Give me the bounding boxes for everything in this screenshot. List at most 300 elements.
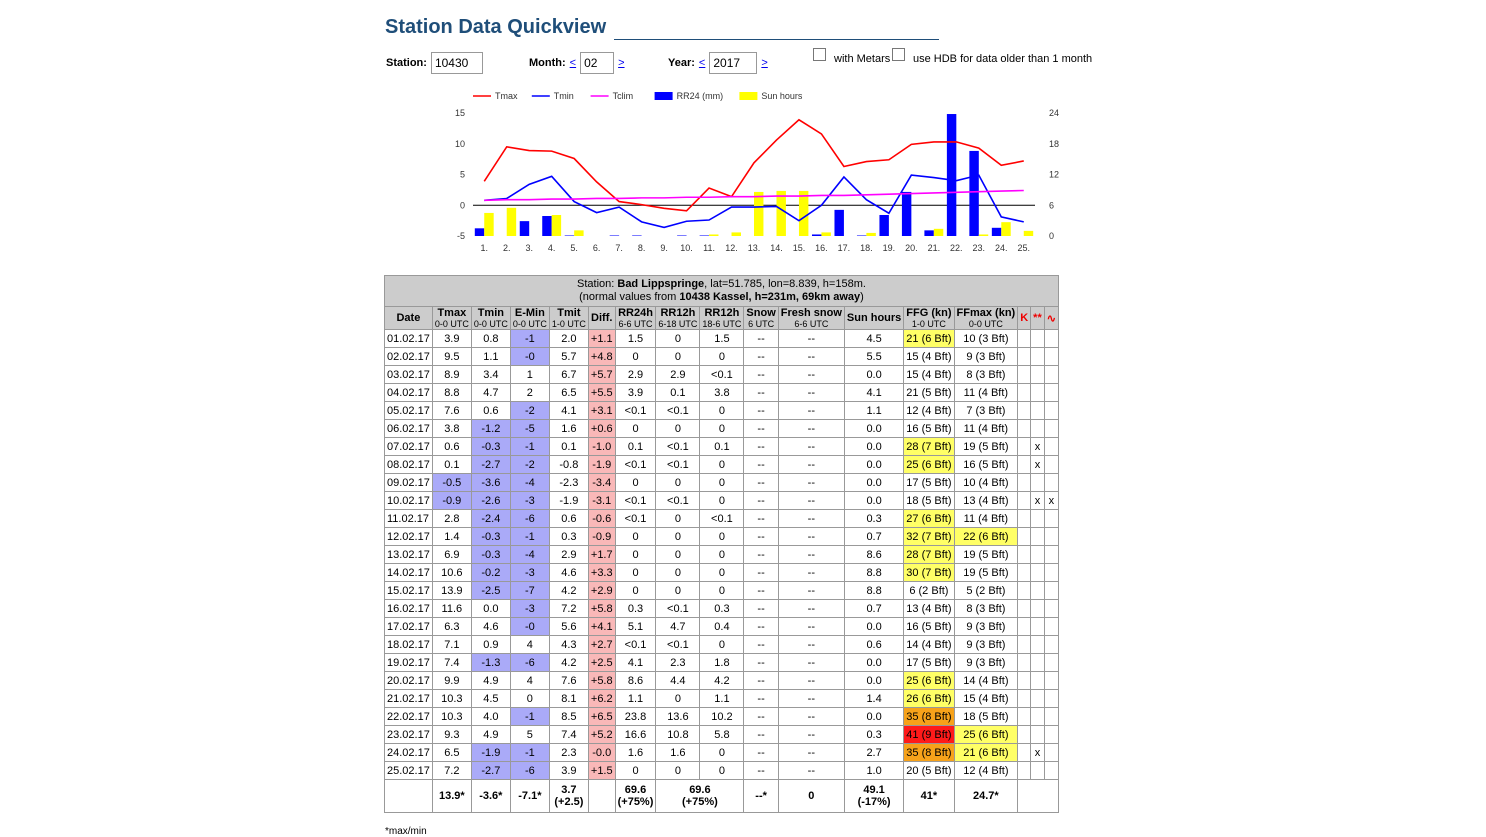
cell-fog xyxy=(1044,762,1058,780)
cell-ffg: 35 (8 Bft) xyxy=(904,744,954,762)
cell-ffg: 21 (5 Bft) xyxy=(904,384,954,402)
total-emin: -7.1* xyxy=(518,790,542,802)
cell-emin: -2 xyxy=(510,402,549,420)
cell-diff: +1.1 xyxy=(588,330,615,348)
header-fog xyxy=(1044,307,1058,330)
rain-bar xyxy=(520,221,529,236)
cell-sun-hours: 0.6 xyxy=(844,636,903,654)
cell-fog xyxy=(1044,708,1058,726)
cell-thunder xyxy=(1018,330,1031,348)
cell-thunder xyxy=(1018,564,1031,582)
cell-date: 25.02.17 xyxy=(385,762,433,780)
cell-tmax: 6.5 xyxy=(432,744,471,762)
cell-thunder xyxy=(1018,582,1031,600)
cell-sun-hours: 8.8 xyxy=(844,582,903,600)
cell-tmit: 7.2 xyxy=(549,600,588,618)
total-sun-pct: (-17%) xyxy=(857,796,891,808)
cell-ffg: 21 (6 Bft) xyxy=(904,330,954,348)
cell-fog xyxy=(1044,456,1058,474)
cell-ffmax: 11 (4 Bft) xyxy=(954,510,1018,528)
cell-emin: 5 xyxy=(510,726,549,744)
metars-option xyxy=(813,52,890,65)
cell-sun-hours: 0.0 xyxy=(844,708,903,726)
header-tmin: Tmin 0-0 UTC xyxy=(471,307,510,330)
cell-thunder xyxy=(1018,438,1031,456)
cell-snow: -- xyxy=(744,384,778,402)
cell-tmin: 0.0 xyxy=(471,600,510,618)
cell-ffmax: 14 (4 Bft) xyxy=(954,672,1018,690)
table-row xyxy=(385,330,1059,348)
cell-tmin: -1.2 xyxy=(471,420,510,438)
hdb-option xyxy=(892,52,1092,65)
cell-tmax: 9.5 xyxy=(432,348,471,366)
cell-diff: -0.9 xyxy=(588,528,615,546)
table-row xyxy=(385,546,1059,564)
cell-rr24: <0.1 xyxy=(615,636,656,654)
total-fresh-snow: 0 xyxy=(808,790,815,802)
cell-rr24: 1.1 xyxy=(615,690,656,708)
cell-emin: -0 xyxy=(510,618,549,636)
year-next-link[interactable]: > xyxy=(761,57,768,69)
cell-diff: +5.8 xyxy=(588,672,615,690)
page-title: Station Data Quickview xyxy=(385,16,607,38)
cell-rr24: 1.6 xyxy=(615,744,656,762)
sun-bar xyxy=(866,233,875,236)
cell-tmin: -2.7 xyxy=(471,762,510,780)
cell-rr12-day: 13.6 xyxy=(656,708,700,726)
month-label: Month: xyxy=(529,57,566,69)
cell-rr12-day: 2.9 xyxy=(656,366,700,384)
cell-fog xyxy=(1044,348,1058,366)
cell-diff: -0.0 xyxy=(588,744,615,762)
sun-bar xyxy=(934,229,943,236)
cell-rr12-night: 1.8 xyxy=(700,654,744,672)
cell-ffmax: 9 (3 Bft) xyxy=(954,348,1018,366)
cell-fog xyxy=(1044,330,1058,348)
month-next-link[interactable]: > xyxy=(618,57,625,69)
table-row xyxy=(385,492,1059,510)
total-tmit-diff: (+2.5) xyxy=(554,796,584,808)
cell-tmit: 4.2 xyxy=(549,654,588,672)
cell-fog xyxy=(1044,420,1058,438)
header-tmit: Tmit 1-0 UTC xyxy=(549,307,588,330)
cell-snow: -- xyxy=(744,438,778,456)
cell-fresh-snow: -- xyxy=(778,600,844,618)
cell-rr12-day: 0 xyxy=(656,420,700,438)
cell-tmit: 7.4 xyxy=(549,726,588,744)
table-row xyxy=(385,600,1059,618)
cell-fog xyxy=(1044,474,1058,492)
rain-bar xyxy=(857,235,866,236)
cell-snowfall xyxy=(1031,348,1045,366)
cell-rr24: 0 xyxy=(615,582,656,600)
cell-tmit: 8.5 xyxy=(549,708,588,726)
weather-chart xyxy=(440,86,1080,258)
cell-fresh-snow: -- xyxy=(778,708,844,726)
cell-ffmax: 10 (3 Bft) xyxy=(954,330,1018,348)
table-row xyxy=(385,402,1059,420)
x-tick-label: 24. xyxy=(995,243,1008,253)
header-date: Date xyxy=(385,307,433,330)
cell-rr24: 0 xyxy=(615,546,656,564)
table-row xyxy=(385,672,1059,690)
cell-fresh-snow: -- xyxy=(778,528,844,546)
sun-bar xyxy=(821,232,830,236)
cell-date: 04.02.17 xyxy=(385,384,433,402)
cell-rr12-day: 0 xyxy=(656,330,700,348)
cell-fresh-snow: -- xyxy=(778,690,844,708)
cell-ffg: 28 (7 Bft) xyxy=(904,546,954,564)
cell-emin: -3 xyxy=(510,492,549,510)
cell-emin: -6 xyxy=(510,654,549,672)
table-row xyxy=(385,636,1059,654)
cell-tmax: 0.6 xyxy=(432,438,471,456)
x-tick-label: 22. xyxy=(950,243,963,253)
table-row xyxy=(385,528,1059,546)
cell-diff: +6.2 xyxy=(588,690,615,708)
cell-fresh-snow: -- xyxy=(778,726,844,744)
cell-rr24: 0 xyxy=(615,348,656,366)
x-tick-label: 13. xyxy=(747,243,761,253)
cell-emin: -1 xyxy=(510,708,549,726)
cell-tmin: 4.0 xyxy=(471,708,510,726)
cell-rr24: 8.6 xyxy=(615,672,656,690)
month-prev-link[interactable]: < xyxy=(569,57,577,69)
legend-label: Tmin xyxy=(553,91,574,101)
cell-snow: -- xyxy=(744,636,778,654)
total-rr24-pct: (+75%) xyxy=(617,796,654,808)
cell-diff: +5.7 xyxy=(588,366,615,384)
cell-fresh-snow: -- xyxy=(778,510,844,528)
cell-emin: 2 xyxy=(510,384,549,402)
cell-fog xyxy=(1044,618,1058,636)
total-ffg: 41* xyxy=(920,790,938,802)
x-tick-label: 1. xyxy=(480,243,488,253)
cell-tmit: 8.1 xyxy=(549,690,588,708)
cell-ffmax: 19 (5 Bft) xyxy=(954,546,1018,564)
cell-tmit: 4.3 xyxy=(549,636,588,654)
cell-sun-hours: 0.0 xyxy=(844,618,903,636)
cell-emin: -1 xyxy=(510,438,549,456)
rain-bar xyxy=(969,151,978,236)
cell-rr12-night: 0 xyxy=(700,456,744,474)
cell-rr12-day: 0 xyxy=(656,474,700,492)
cell-tmit: 6.5 xyxy=(549,384,588,402)
cell-snowfall xyxy=(1031,762,1045,780)
cell-tmin: -0.3 xyxy=(471,438,510,456)
cell-thunder xyxy=(1018,708,1031,726)
cell-diff: +2.5 xyxy=(588,654,615,672)
cell-fresh-snow: -- xyxy=(778,636,844,654)
x-tick-label: 10. xyxy=(680,243,693,253)
cell-snow: -- xyxy=(744,528,778,546)
cell-thunder xyxy=(1018,618,1031,636)
cell-tmax: 10.3 xyxy=(432,708,471,726)
y2-tick-label: 18 xyxy=(1049,138,1060,149)
cell-tmin: -2.7 xyxy=(471,456,510,474)
x-tick-label: 9. xyxy=(660,243,668,253)
cell-rr12-day: 0 xyxy=(656,564,700,582)
header-snow: Snow 6 UTC xyxy=(744,307,778,330)
cell-diff: -3.4 xyxy=(588,474,615,492)
cell-date: 23.02.17 xyxy=(385,726,433,744)
cell-tmin: -0.3 xyxy=(471,528,510,546)
x-tick-label: 23. xyxy=(972,243,986,253)
cell-fresh-snow: -- xyxy=(778,402,844,420)
cell-rr24: 23.8 xyxy=(615,708,656,726)
cell-ffg: 30 (7 Bft) xyxy=(904,564,954,582)
cell-ffmax: 18 (5 Bft) xyxy=(954,708,1018,726)
cell-tmax: 8.9 xyxy=(432,366,471,384)
total-tmin: -3.6* xyxy=(479,790,503,802)
sun-bar xyxy=(799,191,808,236)
cell-rr12-night: 0.3 xyxy=(700,600,744,618)
cell-date: 21.02.17 xyxy=(385,690,433,708)
cell-fresh-snow: -- xyxy=(778,330,844,348)
cell-tmin: -1.3 xyxy=(471,654,510,672)
cell-snowfall xyxy=(1031,726,1045,744)
table-row xyxy=(385,456,1059,474)
cell-rr24: <0.1 xyxy=(615,402,656,420)
cell-fresh-snow: -- xyxy=(778,672,844,690)
cell-snowfall xyxy=(1031,582,1045,600)
cell-tmax: 8.8 xyxy=(432,384,471,402)
cell-emin: -7 xyxy=(510,582,549,600)
rain-bar xyxy=(947,114,956,236)
cell-tmax: 1.4 xyxy=(432,528,471,546)
cell-tmax: 7.4 xyxy=(432,654,471,672)
cell-ffmax: 19 (5 Bft) xyxy=(954,564,1018,582)
metars-checkbox[interactable] xyxy=(813,48,826,61)
rain-bar xyxy=(924,230,933,236)
cell-diff: +2.7 xyxy=(588,636,615,654)
header-diff: Diff. xyxy=(588,307,615,330)
y-tick-label: -5 xyxy=(456,231,465,241)
cell-tmit: 5.6 xyxy=(549,618,588,636)
cell-tmax: 3.9 xyxy=(432,330,471,348)
cell-fresh-snow: -- xyxy=(778,420,844,438)
cell-sun-hours: 0.0 xyxy=(844,366,903,384)
x-tick-label: 4. xyxy=(547,243,556,253)
cell-fresh-snow: -- xyxy=(778,348,844,366)
cell-tmin: 4.9 xyxy=(471,726,510,744)
cell-date: 22.02.17 xyxy=(385,708,433,726)
cell-tmax: 3.8 xyxy=(432,420,471,438)
cell-rr24: 0 xyxy=(615,474,656,492)
cell-emin: 0 xyxy=(510,690,549,708)
cell-ffg: 25 (6 Bft) xyxy=(904,456,954,474)
legend-swatch xyxy=(655,92,673,100)
cell-emin: -3 xyxy=(510,564,549,582)
cell-tmax: 6.9 xyxy=(432,546,471,564)
normal-station: 10438 Kassel, h=231m, 69km away xyxy=(679,291,861,303)
cell-date: 14.02.17 xyxy=(385,564,433,582)
legend-label: Tclim xyxy=(612,91,634,101)
cell-rr12-day: 0 xyxy=(656,348,700,366)
sun-bar xyxy=(484,213,493,236)
x-tick-label: 15. xyxy=(792,243,806,253)
cell-date: 24.02.17 xyxy=(385,744,433,762)
cell-thunder xyxy=(1018,600,1031,618)
cell-tmit: -2.3 xyxy=(549,474,588,492)
cell-ffmax: 9 (3 Bft) xyxy=(954,618,1018,636)
cell-ffmax: 22 (6 Bft) xyxy=(954,528,1018,546)
thunder-icon: K xyxy=(1020,312,1029,324)
year-input[interactable] xyxy=(709,52,757,74)
cell-rr24: 5.1 xyxy=(615,618,656,636)
cell-date: 03.02.17 xyxy=(385,366,433,384)
cell-rr12-night: 0 xyxy=(700,348,744,366)
cell-tmin: -0.3 xyxy=(471,546,510,564)
cell-diff: +3.3 xyxy=(588,564,615,582)
cell-fresh-snow: -- xyxy=(778,366,844,384)
cell-snow: -- xyxy=(744,708,778,726)
cell-snow: -- xyxy=(744,726,778,744)
cell-fresh-snow: -- xyxy=(778,456,844,474)
cell-rr12-day: 0 xyxy=(656,510,700,528)
cell-rr24: 0 xyxy=(615,762,656,780)
rain-bar xyxy=(475,228,484,236)
cell-rr12-day: <0.1 xyxy=(656,600,700,618)
cell-tmit: 0.3 xyxy=(549,528,588,546)
month-input[interactable] xyxy=(580,52,614,74)
fog-icon: ∿ xyxy=(1046,312,1056,325)
cell-thunder xyxy=(1018,366,1031,384)
cell-snowfall: x xyxy=(1031,456,1045,474)
cell-rr24: 0 xyxy=(615,528,656,546)
cell-tmax: -0.5 xyxy=(432,474,471,492)
cell-date: 18.02.17 xyxy=(385,636,433,654)
cell-snowfall xyxy=(1031,636,1045,654)
total-tmit: 3.7 xyxy=(561,784,577,796)
cell-snow: -- xyxy=(744,582,778,600)
cell-rr12-night: <0.1 xyxy=(700,510,744,528)
cell-rr12-night: 0 xyxy=(700,546,744,564)
cell-ffmax: 25 (6 Bft) xyxy=(954,726,1018,744)
cell-fresh-snow: -- xyxy=(778,474,844,492)
total-ffmax: 24.7* xyxy=(973,790,999,802)
cell-sun-hours: 0.0 xyxy=(844,492,903,510)
cell-thunder xyxy=(1018,726,1031,744)
y-tick-label: 0 xyxy=(459,200,465,211)
legend-label: RR24 (mm) xyxy=(676,91,724,101)
cell-date: 09.02.17 xyxy=(385,474,433,492)
cell-snow: -- xyxy=(744,654,778,672)
cell-thunder xyxy=(1018,420,1031,438)
hdb-checkbox[interactable] xyxy=(892,48,905,61)
table-row xyxy=(385,618,1059,636)
cell-ffmax: 11 (4 Bft) xyxy=(954,384,1018,402)
cell-tmit: 4.6 xyxy=(549,564,588,582)
cell-rr12-night: 0 xyxy=(700,492,744,510)
cell-tmit: 3.9 xyxy=(549,762,588,780)
cell-fresh-snow: -- xyxy=(778,438,844,456)
cell-emin: -1 xyxy=(510,744,549,762)
cell-ffg: 26 (6 Bft) xyxy=(904,690,954,708)
x-tick-label: 5. xyxy=(570,243,578,253)
cell-rr12-day: <0.1 xyxy=(656,636,700,654)
cell-date: 20.02.17 xyxy=(385,672,433,690)
station-input[interactable] xyxy=(431,52,483,74)
cell-snow: -- xyxy=(744,402,778,420)
cell-rr12-night: 0 xyxy=(700,564,744,582)
cell-rr24: <0.1 xyxy=(615,510,656,528)
x-tick-label: 25. xyxy=(1017,243,1031,253)
cell-emin: -0 xyxy=(510,348,549,366)
table-row xyxy=(385,420,1059,438)
cell-rr24: 0.3 xyxy=(615,600,656,618)
table-row xyxy=(385,654,1059,672)
cell-fog xyxy=(1044,564,1058,582)
cell-sun-hours: 2.7 xyxy=(844,744,903,762)
cell-snowfall xyxy=(1031,420,1045,438)
cell-rr24: 4.1 xyxy=(615,654,656,672)
cell-fog xyxy=(1044,600,1058,618)
total-snow: --* xyxy=(755,790,767,802)
table-row xyxy=(385,690,1059,708)
cell-rr12-day: 0 xyxy=(656,528,700,546)
cell-snowfall xyxy=(1031,384,1045,402)
legend-label: Sun hours xyxy=(761,91,803,101)
cell-tmit: 2.9 xyxy=(549,546,588,564)
cell-tmin: 4.7 xyxy=(471,384,510,402)
x-tick-label: 3. xyxy=(525,243,533,253)
cell-snowfall xyxy=(1031,474,1045,492)
table-row xyxy=(385,384,1059,402)
cell-snow: -- xyxy=(744,564,778,582)
cell-rr12-night: 4.2 xyxy=(700,672,744,690)
cell-tmit: 6.7 xyxy=(549,366,588,384)
cell-thunder xyxy=(1018,474,1031,492)
cell-ffg: 25 (6 Bft) xyxy=(904,672,954,690)
cell-fog xyxy=(1044,402,1058,420)
cell-tmit: 4.2 xyxy=(549,582,588,600)
cell-tmax: 6.3 xyxy=(432,618,471,636)
cell-sun-hours: 8.8 xyxy=(844,564,903,582)
header-sun-hours: Sun hours xyxy=(844,307,903,330)
cell-emin: 1 xyxy=(510,366,549,384)
cell-sun-hours: 0.0 xyxy=(844,672,903,690)
cell-rr12-day: <0.1 xyxy=(656,438,700,456)
cell-snowfall xyxy=(1031,654,1045,672)
cell-rr12-day: 4.4 xyxy=(656,672,700,690)
cell-fog xyxy=(1044,744,1058,762)
cell-tmit: 2.3 xyxy=(549,744,588,762)
cell-thunder xyxy=(1018,402,1031,420)
cell-snow: -- xyxy=(744,618,778,636)
cell-tmit: 7.6 xyxy=(549,672,588,690)
cell-rr12-day: 2.3 xyxy=(656,654,700,672)
cell-snowfall xyxy=(1031,708,1045,726)
rain-bar xyxy=(700,235,709,236)
cell-rr12-night: 10.2 xyxy=(700,708,744,726)
cell-rr12-night: 0 xyxy=(700,744,744,762)
cell-tmax: 2.8 xyxy=(432,510,471,528)
cell-ffmax: 8 (3 Bft) xyxy=(954,600,1018,618)
x-tick-label: 12. xyxy=(725,243,738,253)
table-row xyxy=(385,564,1059,582)
cell-thunder xyxy=(1018,348,1031,366)
rain-bar xyxy=(565,235,574,236)
cell-emin: -4 xyxy=(510,474,549,492)
cell-snowfall xyxy=(1031,510,1045,528)
rain-bar xyxy=(879,215,888,236)
x-tick-label: 6. xyxy=(592,243,601,253)
cell-ffmax: 19 (5 Bft) xyxy=(954,438,1018,456)
year-prev-link[interactable]: < xyxy=(698,57,706,69)
y-tick-label: 5 xyxy=(459,169,465,180)
table-row xyxy=(385,366,1059,384)
